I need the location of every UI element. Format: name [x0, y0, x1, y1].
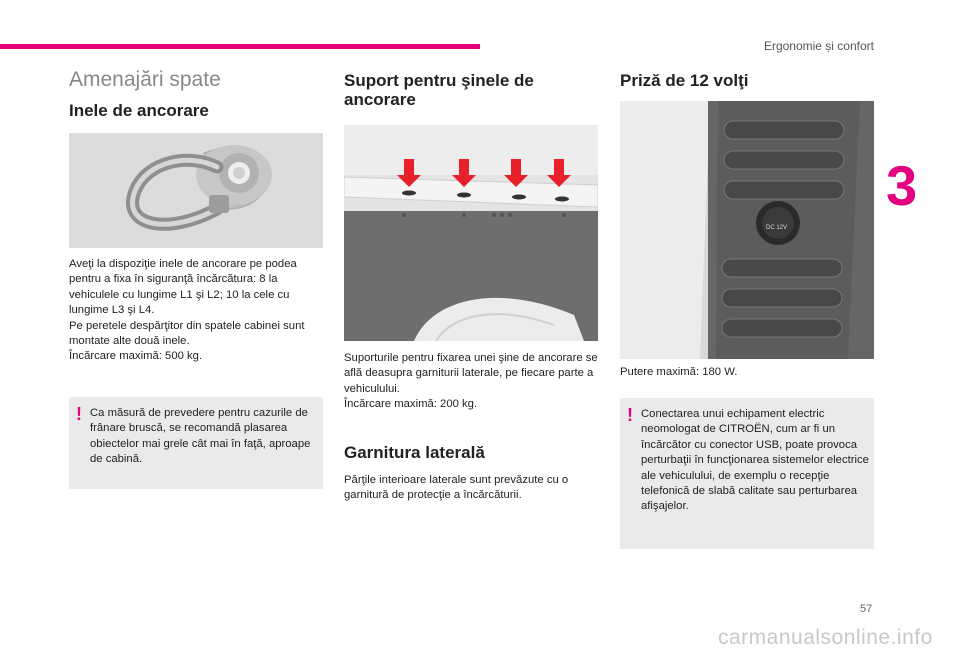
chapter-number: 3	[886, 154, 918, 217]
warning-box	[620, 398, 874, 549]
top-accent-bar	[0, 44, 480, 49]
anchor-rings-description	[69, 257, 323, 365]
section-header: Ergonomie și confort	[763, 39, 874, 53]
heading-side-trim: Garnitura laterală	[344, 443, 485, 462]
socket-description	[620, 365, 874, 380]
body-paragraph: Putere maximă: 180 W.	[620, 366, 738, 378]
page-number: 57	[860, 603, 873, 615]
anchor-ring-photo	[69, 133, 323, 248]
watermark: carmanualsonline.info	[718, 626, 933, 649]
heading-anchor-rings: Inele de ancorare	[69, 101, 209, 120]
warning-text: Conectarea unui echipament electric neomologat de CITROËN, cum ar fi un încărcător cu conector USB, poate provoca perturbaţii în funcţionarea sistemelor electrice ale vehiculului, de exemplu o recepţie telefonică de slabă calitate sau perturbarea afişajelor.	[641, 408, 869, 513]
body-paragraph: Încărcare maximă: 500 kg.	[69, 350, 203, 363]
side-trim-description	[344, 473, 598, 504]
body-paragraph: Aveţi la dispoziţie inele de ancorare pe podea pentru a fixa în siguranţă încărcătura: 8 la vehiculele cu lungime L1 şi L2; 10 la cele cu lungime L3 şi L4.	[69, 258, 297, 317]
socket-label: DC 12V	[766, 225, 788, 231]
body-paragraph: Pe peretele despărţitor din spatele cabinei sunt montate alte două inele.	[69, 319, 305, 348]
socket-photo	[620, 101, 874, 359]
chapter-title: Amenajări spate	[69, 68, 221, 91]
rail-support-photo	[344, 125, 598, 341]
body-paragraph: Încărcare maximă: 200 kg.	[344, 398, 478, 411]
warning-icon: !	[627, 405, 633, 425]
body-paragraph: Suporturile pentru fixarea unei şine de ancorare se află deasupra garniturii laterale, pe fiecare parte a vehiculului.	[344, 352, 598, 395]
warning-box	[69, 397, 323, 489]
warning-text: Ca măsură de prevedere pentru cazurile de frânare bruscă, se recomandă plasarea obiectelor mai grele cât mai în faţă, aproape de cabină.	[90, 407, 311, 466]
warning-icon: !	[76, 404, 82, 424]
rail-supports-description	[344, 351, 598, 413]
heading-12v-socket: Priză de 12 volţi	[620, 71, 749, 90]
body-paragraph: Părţile interioare laterale sunt prevăzute cu o garnitură de protecţie a încărcăturii.	[344, 474, 569, 502]
heading-rail-supports: Suport pentru şinele de ancorare	[344, 71, 534, 109]
